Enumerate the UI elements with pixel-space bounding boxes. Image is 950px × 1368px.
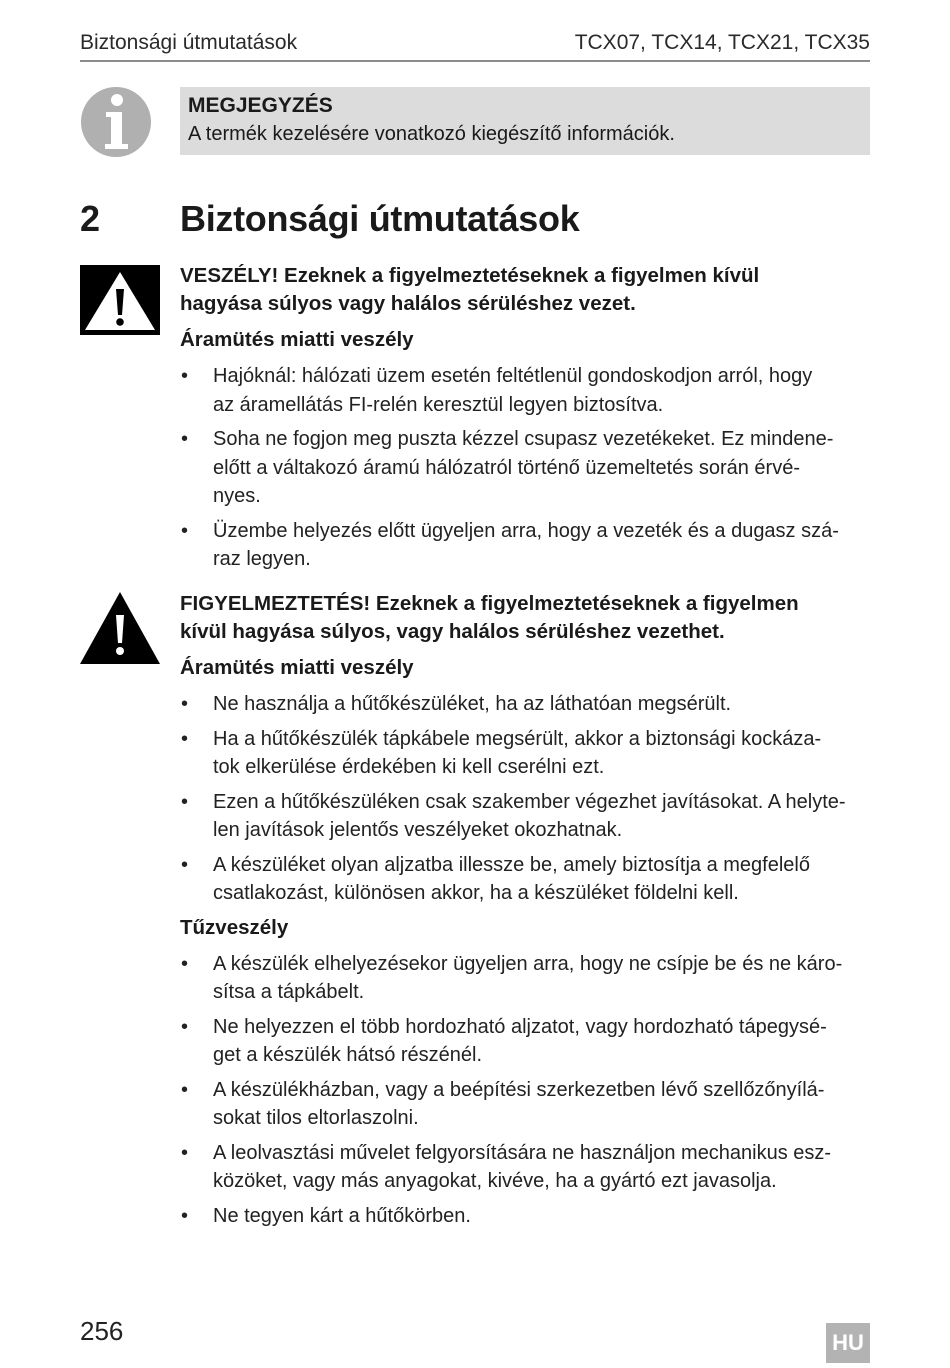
warning-electric-bullet-list: [180, 690, 870, 908]
bullet-symbol: •: [181, 1015, 189, 1038]
danger-lead: VESZÉLY! Ezeknek a figyelmeztetéseknek a figyelmen kívül hagyása súlyos vagy halálos sérüléshez vezet.: [180, 264, 760, 315]
list-item: • Ne helyezzen el több hordozható aljzatot, vagy hordozható tápegysé- get a készülék hátsó részénél.: [180, 1013, 870, 1070]
list-item: • Ha a hűtőkészülék tápkábele megsérült, akkor a biztonsági kockáza- tok elkerülése érdekében ki kell cserélni ezt.: [180, 725, 870, 782]
list-item: • A készülék elhelyezésekor ügyeljen arra, hogy ne csípje be és ne káro- sítsa a tápkábelt.: [180, 950, 870, 1007]
note-text: A termék kezelésére vonatkozó kiegészítő információk.: [188, 123, 675, 145]
warning-subheading-fire: Tűzveszély: [180, 915, 289, 939]
list-item: • Üzembe helyezés előtt ügyeljen arra, hogy a vezeték és a dugasz szá- raz legyen.: [180, 517, 870, 574]
danger-warning-icon: [80, 265, 160, 335]
warning-triangle-icon: [79, 591, 161, 665]
bullet-symbol: •: [181, 428, 189, 450]
bullet-symbol: •: [181, 952, 189, 975]
bullet-symbol: •: [181, 693, 189, 715]
bullet-symbol: •: [181, 790, 189, 813]
list-item: • Ne használja a hűtőkészüléket, ha az láthatóan megsérült.: [180, 690, 870, 719]
danger-section: [180, 262, 870, 580]
bullet-symbol: •: [181, 365, 189, 387]
bullet-symbol: •: [181, 1141, 189, 1164]
bullet-symbol: •: [181, 727, 189, 750]
note-box: [180, 87, 870, 155]
list-item: • Ezen a hűtőkészüléken csak szakember végezhet javításokat. A helyte- len javítások jelentős veszélyeket okozhatnak.: [180, 788, 870, 845]
bullet-symbol: •: [181, 519, 189, 542]
warning-section: [180, 590, 870, 1236]
bullet-symbol: •: [181, 1078, 189, 1101]
list-item: • Soha ne fogjon meg puszta kézzel csupasz vezetékeket. Ez mindene- előtt a váltakozó áramú hálózatról történő üzemeltetés során érvé- nyes.: [180, 425, 870, 511]
header-model-list: TCX07, TCX14, TCX21, TCX35: [574, 31, 870, 54]
list-item: • Hajóknál: hálózati üzem esetén feltétlenül gondoskodjon arról, hogy az áramellátás FI-relén keresztül legyen biztosítva.: [180, 362, 870, 419]
bullet-symbol: •: [181, 853, 189, 876]
bullet-symbol: •: [181, 1204, 189, 1227]
page-number: 256: [80, 1316, 124, 1346]
chapter-title: Biztonsági útmutatások: [180, 198, 580, 239]
danger-bullet-list: [180, 362, 870, 574]
list-item: • A leolvasztási művelet felgyorsítására ne használjon mechanikus esz- közöket, vagy más anyagokat, kivéve, ha a gyártó ezt javasolja.: [180, 1139, 870, 1196]
warning-lead: FIGYELMEZTETÉS! Ezeknek a figyelmeztetéseknek a figyelmen kívül hagyása súlyos, vagy halálos sérüléshez vezethet.: [180, 592, 799, 643]
language-badge: HU: [826, 1323, 870, 1363]
info-icon: [80, 86, 152, 158]
note-title: MEGJEGYZÉS: [188, 94, 333, 117]
chapter-number: 2: [80, 198, 101, 239]
warning-fire-bullet-list: [180, 950, 870, 1231]
list-item: • A készülékházban, vagy a beépítési szerkezetben lévő szellőzőnyílá- sokat tilos eltorlaszolni.: [180, 1076, 870, 1133]
danger-subheading: Áramütés miatti veszély: [180, 328, 414, 351]
page-header: [80, 28, 870, 62]
list-item: • A készüléket olyan aljzatba illessze be, amely biztosítja a megfelelő csatlakozást, különösen akkor, ha a készüléket földelni kell.: [180, 851, 870, 908]
header-section-title: Biztonsági útmutatások: [80, 31, 298, 54]
warning-subheading-electric: Áramütés miatti veszély: [180, 656, 414, 679]
list-item: • Ne tegyen kárt a hűtőkörben.: [180, 1202, 870, 1231]
